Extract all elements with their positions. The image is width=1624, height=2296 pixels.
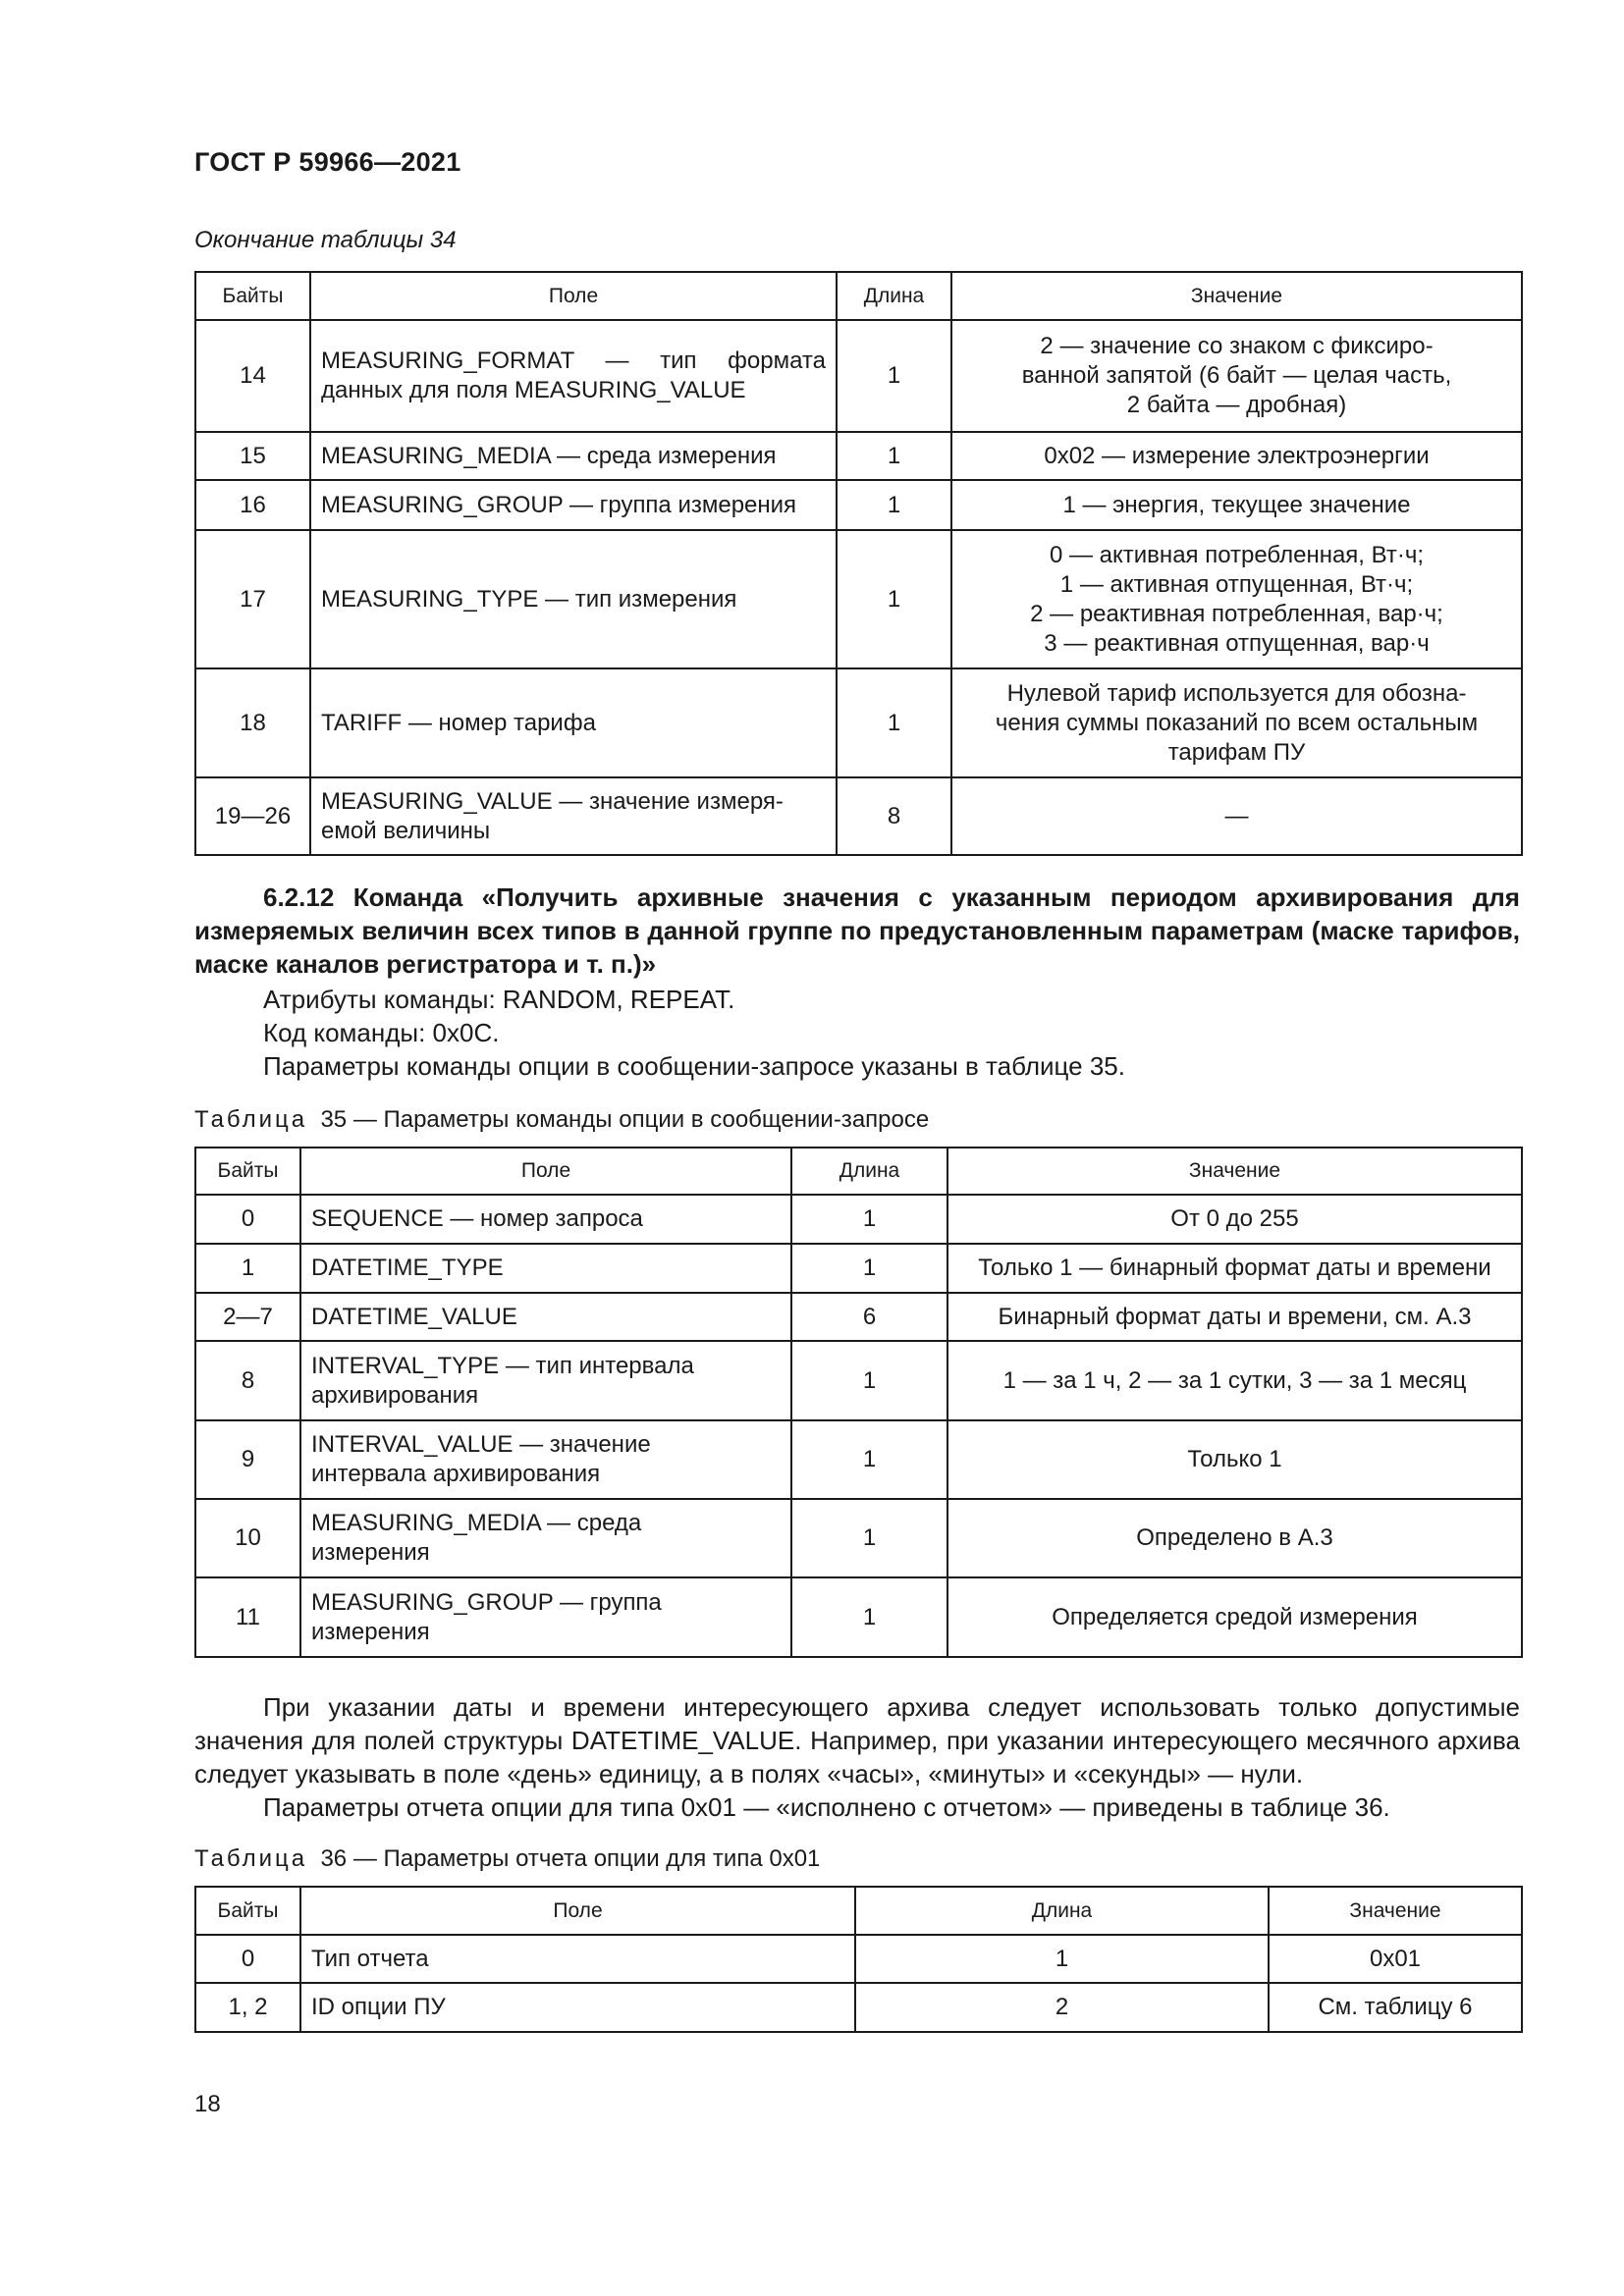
cell-bytes: 1, 2 [195, 1983, 300, 2032]
cell-value: 2 — значение со знаком с фиксиро- ванной запятой (6 байт — целая часть, 2 байта — дробная) [951, 320, 1522, 432]
cell-length: 1 [855, 1935, 1269, 1983]
cell-bytes: 9 [195, 1420, 300, 1499]
paragraph-datetime-note: При указании даты и времени интересующего архива следует использовать только допустимые значения для полей структуры DATETIME_VALUE. Например, при указании интересующего месячного архива следует указывать в поле «день» единицу, а в полях «часы», «минуты» и «секунды» — нули. [194, 1692, 1520, 1789]
cell-field: Тип отчета [300, 1935, 855, 1983]
table-row [195, 1341, 1522, 1420]
cell-value: Определено в А.3 [947, 1499, 1522, 1577]
table-row [195, 432, 1522, 480]
cell-bytes: 8 [195, 1341, 300, 1420]
cell-value: Нулевой тариф используется для обозна- чения суммы показаний по всем остальным тарифам ПУ [951, 668, 1522, 777]
col-header-bytes: Байты [195, 272, 310, 320]
col-header-value: Значение [947, 1148, 1522, 1195]
cell-field: TARIFF — номер тарифа [310, 668, 837, 777]
cell-field: DATETIME_VALUE [300, 1293, 791, 1341]
cell-field: MEASURING_GROUP — группа измерения [310, 480, 837, 530]
cell-bytes: 17 [195, 530, 310, 668]
cell-bytes: 14 [195, 320, 310, 432]
cell-length: 1 [837, 320, 951, 432]
col-header-field: Поле [310, 272, 837, 320]
cell-field: MEASURING_FORMAT — тип формата данных для поля MEASURING_VALUE [310, 320, 837, 432]
cell-length: 1 [791, 1195, 947, 1244]
table36-caption-text: 36 — Параметры отчета опции для типа 0x01 [320, 1845, 821, 1872]
section-heading [194, 881, 1520, 981]
cell-bytes: 11 [195, 1577, 300, 1657]
table-row [195, 1293, 1522, 1341]
table-row [195, 1577, 1522, 1657]
table-row [195, 668, 1522, 777]
command-code: Код команды: 0x0C. [263, 1018, 500, 1047]
section-title: Команда «Получить архивные значения с указанным периодом архивирования для измеряемых величин всех типов в данной группе по предустановленным параметрам (маске тарифов, маске каналов регистратора и т. п.)» [194, 882, 1520, 979]
col-header-field: Поле [300, 1887, 855, 1935]
cell-field: MEASURING_TYPE — тип измерения [310, 530, 837, 668]
table-34 [194, 271, 1523, 856]
table-row [195, 320, 1522, 432]
table35-caption-label: Таблица [194, 1106, 308, 1133]
cell-value: Бинарный формат даты и времени, см. А.3 [947, 1293, 1522, 1341]
page-number: 18 [194, 2091, 221, 2117]
table34-caption: Окончание таблицы 34 [194, 227, 457, 253]
table35-caption-text: 35 — Параметры команды опции в сообщении-запросе [320, 1106, 930, 1133]
table-row [195, 777, 1522, 855]
cell-length: 8 [837, 777, 951, 855]
cell-bytes: 16 [195, 480, 310, 530]
cell-value: Определяется средой измерения [947, 1577, 1522, 1657]
command-attributes: Атрибуты команды: RANDOM, REPEAT. [263, 985, 735, 1014]
table-header-row [195, 272, 1522, 320]
cell-length: 1 [791, 1420, 947, 1499]
cell-value: См. таблицу 6 [1269, 1983, 1522, 2032]
cell-field: MEASURING_GROUP — группа измерения [300, 1577, 791, 1657]
section-number: 6.2.12 [263, 882, 335, 912]
cell-length: 1 [791, 1499, 947, 1577]
cell-length: 2 [855, 1983, 1269, 2032]
cell-bytes: 19—26 [195, 777, 310, 855]
document-header: ГОСТ Р 59966—2021 [194, 147, 461, 177]
cell-field: SEQUENCE — номер запроса [300, 1195, 791, 1244]
cell-value: 0x01 [1269, 1935, 1522, 1983]
table-row [195, 1244, 1522, 1293]
cell-length: 1 [837, 480, 951, 530]
table-row [195, 1420, 1522, 1499]
cell-bytes: 2—7 [195, 1293, 300, 1341]
col-header-length: Длина [791, 1148, 947, 1195]
cell-value: От 0 до 255 [947, 1195, 1522, 1244]
table36-caption [194, 1845, 820, 1873]
cell-bytes: 18 [195, 668, 310, 777]
table35-caption [194, 1106, 929, 1134]
cell-field: INTERVAL_VALUE — значение интервала архивирования [300, 1420, 791, 1499]
col-header-length: Длина [855, 1887, 1269, 1935]
cell-length: 1 [791, 1244, 947, 1293]
cell-bytes: 15 [195, 432, 310, 480]
cell-field: MEASURING_MEDIA — среда измерения [300, 1499, 791, 1577]
paragraph-report-note: Параметры отчета опции для типа 0x01 — «исполнено с отчетом» — приведены в таблице 36. [263, 1792, 1390, 1822]
cell-bytes: 1 [195, 1244, 300, 1293]
cell-field: MEASURING_MEDIA — среда измерения [310, 432, 837, 480]
table-row [195, 1195, 1522, 1244]
cell-length: 6 [791, 1293, 947, 1341]
cell-value: Только 1 — бинарный формат даты и времени [947, 1244, 1522, 1293]
col-header-length: Длина [837, 272, 951, 320]
cell-bytes: 10 [195, 1499, 300, 1577]
cell-field: MEASURING_VALUE — значение измеря- емой величины [310, 777, 837, 855]
cell-value: 1 — за 1 ч, 2 — за 1 сутки, 3 — за 1 месяц [947, 1341, 1522, 1420]
command-params-note: Параметры команды опции в сообщении-запросе указаны в таблице 35. [263, 1051, 1125, 1081]
table-35 [194, 1147, 1523, 1658]
table-36 [194, 1886, 1523, 2033]
table-row [195, 1983, 1522, 2032]
col-header-field: Поле [300, 1148, 791, 1195]
cell-value: 1 — энергия, текущее значение [951, 480, 1522, 530]
table-row [195, 530, 1522, 668]
cell-length: 1 [837, 432, 951, 480]
col-header-bytes: Байты [195, 1887, 300, 1935]
cell-length: 1 [791, 1577, 947, 1657]
cell-field: ID опции ПУ [300, 1983, 855, 2032]
table-header-row [195, 1148, 1522, 1195]
cell-field: DATETIME_TYPE [300, 1244, 791, 1293]
cell-value: — [951, 777, 1522, 855]
table-row [195, 480, 1522, 530]
cell-length: 1 [837, 530, 951, 668]
col-header-bytes: Байты [195, 1148, 300, 1195]
table-header-row [195, 1887, 1522, 1935]
col-header-value: Значение [951, 272, 1522, 320]
cell-value: Только 1 [947, 1420, 1522, 1499]
table36-caption-label: Таблица [194, 1845, 308, 1872]
cell-length: 1 [791, 1341, 947, 1420]
cell-value: 0x02 — измерение электроэнергии [951, 432, 1522, 480]
cell-bytes: 0 [195, 1935, 300, 1983]
cell-length: 1 [837, 668, 951, 777]
col-header-value: Значение [1269, 1887, 1522, 1935]
table-row [195, 1935, 1522, 1983]
cell-field: INTERVAL_TYPE — тип интервала архивирования [300, 1341, 791, 1420]
table-row [195, 1499, 1522, 1577]
cell-value: 0 — активная потребленная, Вт·ч; 1 — активная отпущенная, Вт·ч; 2 — реактивная потребленная, вар·ч; 3 — реактивная отпущенная, вар·ч [951, 530, 1522, 668]
cell-bytes: 0 [195, 1195, 300, 1244]
